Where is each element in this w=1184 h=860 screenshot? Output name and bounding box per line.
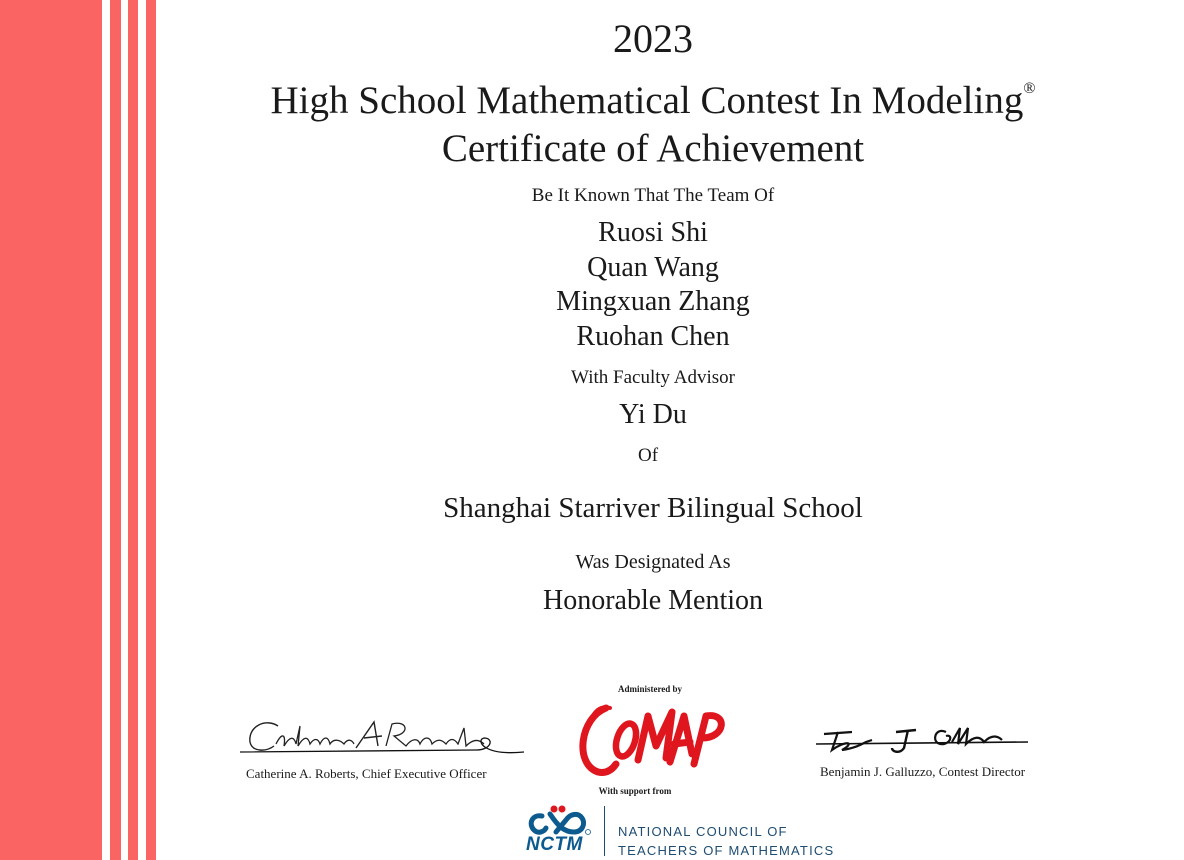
- director-signatory-caption: Benjamin J. Galluzzo, Contest Director: [820, 764, 1026, 779]
- ceo-signature-block: [236, 712, 536, 782]
- team-members: [160, 216, 1146, 354]
- team-member: Ruohan Chen: [576, 320, 730, 352]
- contest-name: [160, 66, 1146, 124]
- ceo-signatory-caption: Catherine A. Roberts, Chief Executive Officer: [246, 766, 487, 781]
- director-signature-image: [812, 718, 1042, 758]
- border-stripe: [110, 0, 121, 860]
- nctm-full-name: [618, 822, 834, 860]
- team-member: Mingxuan Zhang: [556, 286, 750, 317]
- team-member: Quan Wang: [587, 251, 719, 283]
- ceo-signature-image: [236, 712, 528, 762]
- border-stripe: [128, 0, 138, 860]
- certificate-title: Certificate of Achievement: [441, 127, 865, 170]
- nctm-logo-mark: [524, 804, 594, 838]
- of-label: Of: [637, 445, 659, 466]
- contest-name-text: High School Mathematical Contest In Modeling: [270, 79, 1024, 122]
- decorative-border: [0, 0, 160, 860]
- nctm-divider: [604, 806, 605, 856]
- school-name: Shanghai Starriver Bilingual School: [443, 492, 863, 524]
- intro-text: Be It Known That The Team Of: [531, 185, 775, 206]
- advisor-label: With Faculty Advisor: [571, 367, 735, 388]
- nctm-name-line: NATIONAL COUNCIL OF: [618, 824, 788, 839]
- director-signature-block: [812, 718, 1052, 780]
- administered-by-label: Administered by: [617, 684, 683, 694]
- designation-label: Was Designated As: [575, 551, 731, 573]
- comap-logo: [576, 698, 726, 787]
- award-designation: Honorable Mention: [542, 585, 764, 616]
- team-member: Ruosi Shi: [598, 217, 708, 248]
- comap-logo-image: [576, 698, 726, 782]
- registered-mark: ®: [1023, 80, 1036, 97]
- nctm-abbreviation: NCTM: [526, 834, 583, 855]
- certificate-year: 2023: [613, 16, 693, 61]
- support-label: With support from: [598, 786, 672, 796]
- nctm-logo: [524, 800, 835, 860]
- border-stripe: [146, 0, 156, 860]
- advisor-name: Yi Du: [619, 399, 687, 430]
- border-stripe-wide: [0, 0, 102, 860]
- nctm-name-line: TEACHERS OF MATHEMATICS: [618, 843, 835, 858]
